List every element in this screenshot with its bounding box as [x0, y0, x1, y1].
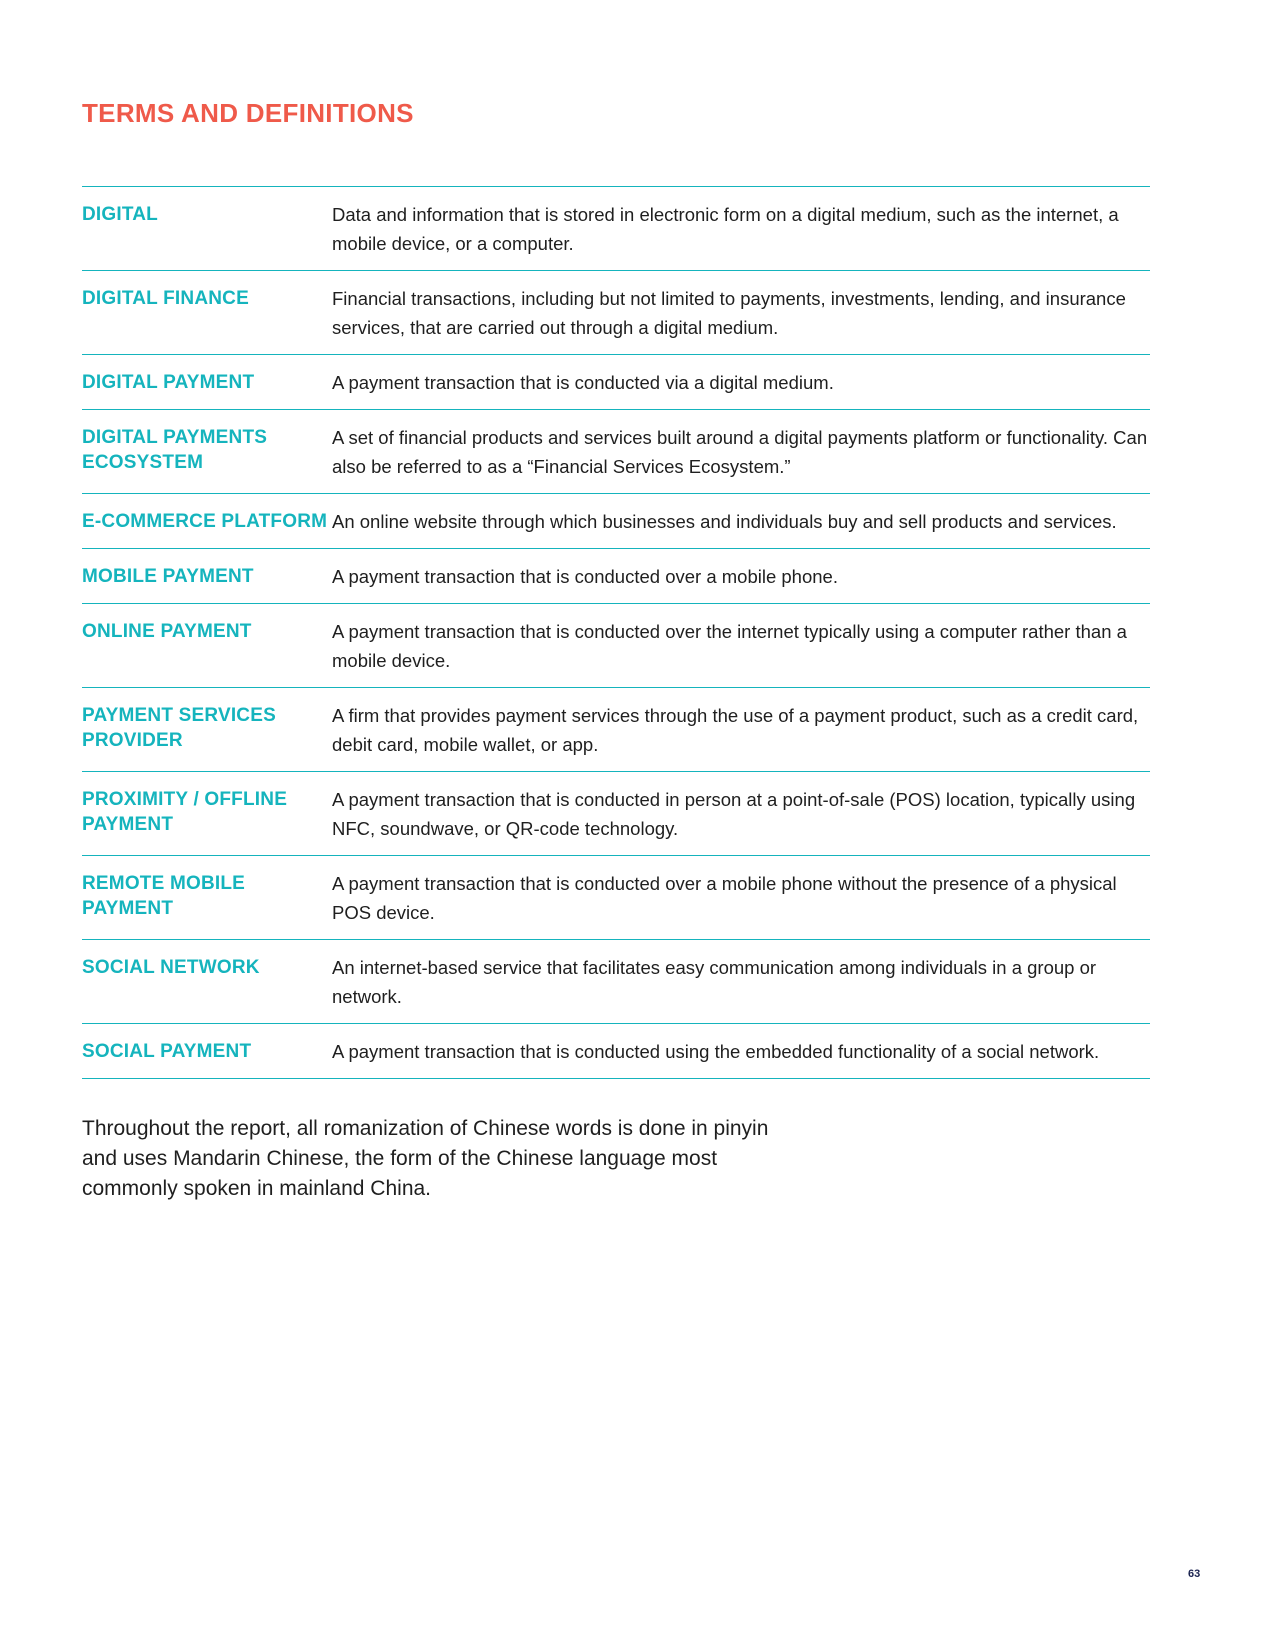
term-definition: An internet-based service that facilitates easy communication among individuals in a group or network.: [332, 957, 1097, 1007]
term-definition: A payment transaction that is conducted over a mobile phone.: [332, 566, 838, 587]
term-label: SOCIAL PAYMENT: [82, 1041, 252, 1062]
term-definition: A payment transaction that is conducted using the embedded functionality of a social network.: [332, 1041, 1100, 1062]
term-label: MOBILE PAYMENT: [82, 566, 254, 587]
term-label: ONLINE PAYMENT: [82, 621, 252, 642]
term-label: SOCIAL NETWORK: [82, 957, 260, 978]
term-label: PAYMENT SERVICES PROVIDER: [82, 705, 276, 751]
term-definition: A payment transaction that is conducted via a digital medium.: [332, 372, 834, 393]
term-label: DIGITAL PAYMENTS ECOSYSTEM: [82, 427, 268, 473]
term-definition: A payment transaction that is conducted over a mobile phone without the presence of a physical POS device.: [332, 873, 1117, 923]
term-definition: Financial transactions, including but not limited to payments, investments, lending, and insurance services, that are carried out through a digital medium.: [332, 288, 1126, 338]
term-definition: Data and information that is stored in electronic form on a digital medium, such as the internet, a mobile device, or a computer.: [332, 204, 1119, 254]
term-row: [82, 940, 1150, 1024]
term-definition: An online website through which businesses and individuals buy and sell products and services.: [332, 511, 1117, 532]
term-row: [82, 772, 1150, 856]
term-row: [82, 1024, 1150, 1079]
term-row: [82, 494, 1150, 549]
term-label: DIGITAL: [82, 204, 158, 225]
terms-table: [82, 186, 1150, 1079]
term-label: PROXIMITY / OFFLINE PAYMENT: [82, 789, 288, 835]
term-label: DIGITAL FINANCE: [82, 288, 249, 309]
term-row: [82, 604, 1150, 688]
term-row: [82, 549, 1150, 604]
romanization-note: Throughout the report, all romanization of Chinese words is done in pinyin and uses Mandarin Chinese, the form of the Chinese language most commonly spoken in mainland China.: [82, 1117, 769, 1200]
page-title: TERMS AND DEFINITIONS: [82, 98, 414, 128]
term-row: [82, 187, 1150, 271]
term-definition: A set of financial products and services built around a digital payments platform or functionality. Can also be referred to as a “Financial Services Ecosystem.”: [332, 427, 1148, 477]
term-row: [82, 688, 1150, 772]
term-definition: A payment transaction that is conducted in person at a point-of-sale (POS) location, typically using NFC, soundwave, or QR-code technology.: [332, 789, 1136, 839]
term-label: E-COMMERCE PLATFORM: [82, 511, 328, 532]
term-row: [82, 355, 1150, 410]
term-label: REMOTE MOBILE PAYMENT: [82, 873, 246, 919]
term-row: [82, 410, 1150, 494]
term-row: [82, 856, 1150, 940]
term-label: DIGITAL PAYMENT: [82, 372, 255, 393]
page-number: 63: [1188, 1568, 1201, 1580]
term-definition: A payment transaction that is conducted over the internet typically using a computer rather than a mobile device.: [332, 621, 1127, 671]
term-row: [82, 271, 1150, 355]
term-definition: A firm that provides payment services through the use of a payment product, such as a credit card, debit card, mobile wallet, or app.: [332, 705, 1139, 755]
